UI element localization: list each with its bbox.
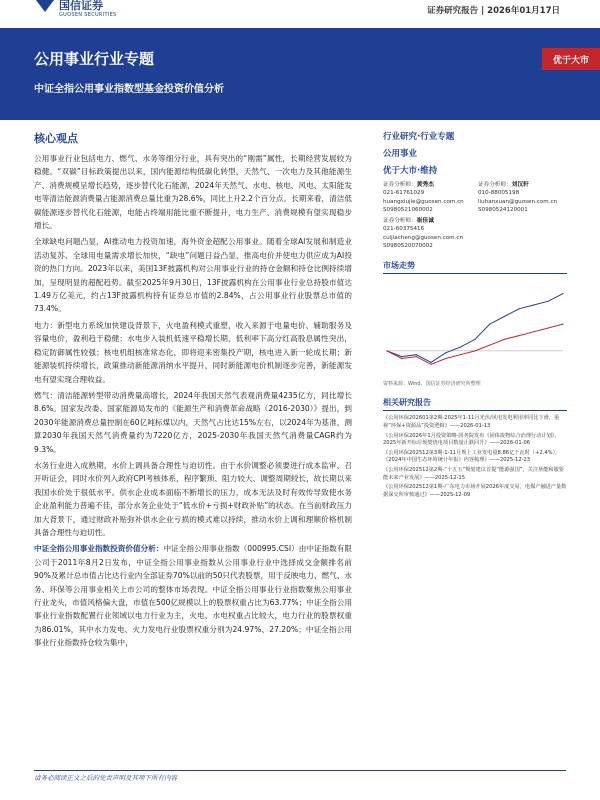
core-paragraph xyxy=(34,235,352,315)
related-reports-heading: 相关研究报告 xyxy=(383,397,567,411)
analyst-label: 证券分析师： xyxy=(383,182,417,188)
chart-source: 资料来源：Wind、国信证券经济研究所整理 xyxy=(383,381,481,388)
paragraph-text: 全球缺电问题凸显，AI推动电力投资加速，海外资金超配公用事业。随着全球AI发展和制造业活动复苏、全球用电量需求增长加快，“缺电”问题日益凸显，推高电价并使电力供应成为AI投资的热门方向。2023年以来，美国13F披露机构对公用事业行业的持仓金额和持仓比例持续增加，呈现明显的超配趋势。截至2025年9月30日，13F披露机构在公用事业行业总持股市值达1.49万亿美元，约占13F披露机构持有证券总市值的2.84%，占公用事业行业股票总市值的73.4%。 xyxy=(34,237,352,314)
core-paragraph xyxy=(34,542,352,649)
analyst-label: 证券分析师： xyxy=(383,218,417,225)
chart-point-0-9 xyxy=(518,309,519,310)
chart-point-0-8 xyxy=(504,316,505,317)
paragraph-text: 电力：新型电力系统加快建设背景下，火电盈利模式重塑，收入来源于电量电价、辅助服务及容量电价，盈利趋于稳健；水电步入装机低速平稳增长期，低利率下高分红高股息属性突出，稳定防御属性较强；核电机组核准常态化，即将迎来密集投产期，核电进入新一轮成长期；新能源装机持续增长，政策推动新能源消纳水平提升，同时新能源电价机制逐步完善，新能源发电有望实现合理收益。 xyxy=(34,320,352,384)
report-subtitle: 中证全指公用事业指数型基金投资价值分析 xyxy=(34,84,224,95)
analyst-cert: S0980521060002 xyxy=(383,206,433,213)
chart-point-1-6 xyxy=(474,351,475,352)
analyst-phone: 021-60375416 xyxy=(383,226,425,233)
related-report-item[interactable]: 《公用环保202512第2期-“十五五”规划建议首提“能源强国”，关注垦能和服要能未来产业发展》——2025-12-15 xyxy=(383,466,564,481)
chart-point-0-12 xyxy=(562,293,563,294)
chart-point-1-9 xyxy=(518,335,519,336)
sidebar xyxy=(383,130,567,501)
analyst-card xyxy=(383,181,472,214)
report-title: 公用事业行业专题 xyxy=(34,50,155,68)
analyst-cert: S0980520070002 xyxy=(383,243,433,250)
chart-point-1-8 xyxy=(504,339,505,340)
analyst-card xyxy=(478,181,567,214)
logo-english-text: GUOSEN SECURITIES xyxy=(59,12,117,18)
analyst-email[interactable]: cuijiacheng@guosen.com.cn xyxy=(383,234,464,241)
chart-point-0-7 xyxy=(489,324,490,325)
core-paragraph xyxy=(34,459,352,539)
analyst-email[interactable]: liuhanxuan@guosen.com.cn xyxy=(478,198,558,205)
related-report-item[interactable]: 《公用环保202512第1期-广东电力市场开展2026年度交易，电煤产融进产量数据深交所审核通过》——2025-12-09 xyxy=(383,484,567,498)
chart-point-0-4 xyxy=(445,353,446,354)
report-category: 行业研究·行业专题 xyxy=(383,132,455,142)
top-bar xyxy=(0,0,600,26)
chart-series-line-0 xyxy=(387,294,563,363)
related-reports-list xyxy=(383,415,567,499)
market-trend-heading: 市场走势 xyxy=(383,260,567,274)
chart-point-1-7 xyxy=(489,345,490,346)
market-trend-chart xyxy=(383,278,567,378)
analyst-cert: S0980524120001 xyxy=(478,206,528,213)
core-paragraph xyxy=(34,319,352,386)
meta-divider: | xyxy=(481,6,488,16)
chart-point-1-1 xyxy=(401,358,402,359)
related-report-item[interactable]: 《公用环保202601第2期-2025年1-11月光伏/风电发电利用率同比下滑，重视“环保+资源品”投资逻辑》——2026-01-13 xyxy=(383,415,560,429)
core-paragraph xyxy=(34,152,352,232)
paragraph-text: 燃气：清洁能源转型带动消费量高增长，2024年我国天然气表观消费量4235亿方，同比增长8.6%。国家发改委、国家能源局发布的《能源生产和消费革命战略（2016-2030）》提出，到2030年能源消费总量控制在60亿吨标煤以内，天然气占比达15%左右，以2024年为基准，测算2030年我国天然气消费量约为7220亿方，2025-2030年我国天然气消费量CAGR约为9.3%。 xyxy=(34,390,352,454)
chart-point-1-0 xyxy=(386,351,387,352)
paragraph-lead: 中证全指公用事业指数投资价值分析： xyxy=(34,544,164,554)
chart-point-1-3 xyxy=(430,364,431,365)
title-banner xyxy=(0,28,600,120)
rating-badge: 优于大市 xyxy=(542,48,600,70)
paragraph-text: 水务行业进入成熟期，水价上调具备合理性与迫切性。由于水价调整必须要进行成本监审、召开听证会，同时水价列入政府CPI考核体系，程序繁琐、阻力较大、调整周期较长，故长期以来我国水价处于很低水平。供水企业成本面临不断增长的压力，成本无法及时有效传导致使水务企业盈利能力普遍不佳，部分水务企业处于“低水价+亏损+财政补贴”的状态。在当前财政压力加大背景下，通过财政补贴弥补供水企业亏损的模式难以持续，推动水价上调和理顺价格机制具备合理性与迫切性。 xyxy=(34,460,352,537)
chart-point-0-11 xyxy=(548,301,549,302)
chart-point-1-2 xyxy=(416,356,417,357)
paragraph-text: 中证全指公用事业指数（000995.CSI）由中证指数有限公司于2011年8月2日发布，中证全指公用事业指数从公用事业行业中选择成交金额排名前90%及累计总市值占比达行业内全部证券70%以前的50只代表股票，用于反映电力、燃气、水务、环保等公用事业相关上市公司的整体市场表现。中证全指公用事业行业指数聚焦公用事业行业龙头，市值风格偏大盘，市值在500亿规模以上的股票权重占比为63.77%；中证全指公用事业行业指数配置行业领域以电力行业为主，火电、水电权重占比较大，电力行业的股票权重为86.01%，其中水力发电、火力发电行业股票权重分别为24.97%、27.20%；中证全指公用事业行业指数持仓较为集中， xyxy=(34,544,352,648)
footer-disclaimer: 请务必阅读正文之后的免责声明及其项下所有内容 xyxy=(34,774,177,782)
logo-mark-icon xyxy=(36,0,54,12)
core-views-heading: 核心观点 xyxy=(34,132,78,145)
chart-point-0-10 xyxy=(533,305,534,306)
chart-point-0-6 xyxy=(474,339,475,340)
analyst-card xyxy=(383,217,472,250)
chart-point-1-11 xyxy=(548,328,549,329)
analyst-phone: 021-61761029 xyxy=(383,190,425,197)
report-type: 证券研究报告 xyxy=(427,6,479,16)
analyst-name: 黄秀杰 xyxy=(416,182,434,188)
chart-point-0-3 xyxy=(430,362,431,363)
analyst-name: 刘汉轩 xyxy=(511,182,529,188)
footer-divider xyxy=(34,770,566,771)
related-report-item[interactable]: 《公用环保202512第3期-1-11月规上工业发电量8.86亿千瓦时（+2.4%），《2024年中国生态环境统计年报》内容梳理》——2025-12-23 xyxy=(383,449,561,464)
related-report-item[interactable]: 《公用环保2026年1月投资策略-国务院发布《固体废物综合治理行动计划》，2025年新开标垃圾焚烧电项目数量止跌回升》——2026-01-06 xyxy=(383,432,560,447)
chart-point-0-1 xyxy=(401,356,402,357)
core-paragraph xyxy=(34,389,352,456)
industry-name: 公用事业 xyxy=(383,149,418,159)
analyst-list xyxy=(383,181,567,250)
analyst-label: 证券分析师： xyxy=(478,182,512,188)
chart-point-1-10 xyxy=(533,332,534,333)
chart-point-0-2 xyxy=(416,354,417,355)
chart-point-1-12 xyxy=(562,324,563,325)
chart-point-1-5 xyxy=(460,354,461,355)
logo-text: 国信证券 xyxy=(59,0,103,12)
report-date: 2026年01月17日 xyxy=(487,6,560,16)
chart-point-1-4 xyxy=(445,358,446,359)
core-views-column xyxy=(34,130,352,653)
chart-series-line-1 xyxy=(387,324,563,364)
analyst-phone: 010-88005198 xyxy=(478,190,520,197)
report-meta xyxy=(427,4,560,16)
analyst-email[interactable]: huangxiujie@guosen.com.cn xyxy=(383,198,464,205)
chart-point-0-5 xyxy=(460,347,461,348)
industry-rating: 优于大市·维持 xyxy=(383,166,438,176)
analyst-name: 崔佳诚 xyxy=(416,218,434,225)
paragraph-text: 公用事业行业包括电力、燃气、水务等细分行业，具有突出的“刚需”属性，长期经营发展较为稳健。“双碳”目标政策提出以来，国内能源结构低碳化转型，天然气、一次电力及其他能源生产、消费规模呈增长趋势，逐步替代化石能源，2024年天然气、水电、核电、风电、太阳能发电等清洁能源消费量占能源消费总量比重为28.6%，同比上升2.2个百分点。长期来看，清洁低碳能源逐步替代化石能源，电能占终端用能比重不断提升，电力生产、消费规模有望实现稳步增长。 xyxy=(34,154,352,231)
